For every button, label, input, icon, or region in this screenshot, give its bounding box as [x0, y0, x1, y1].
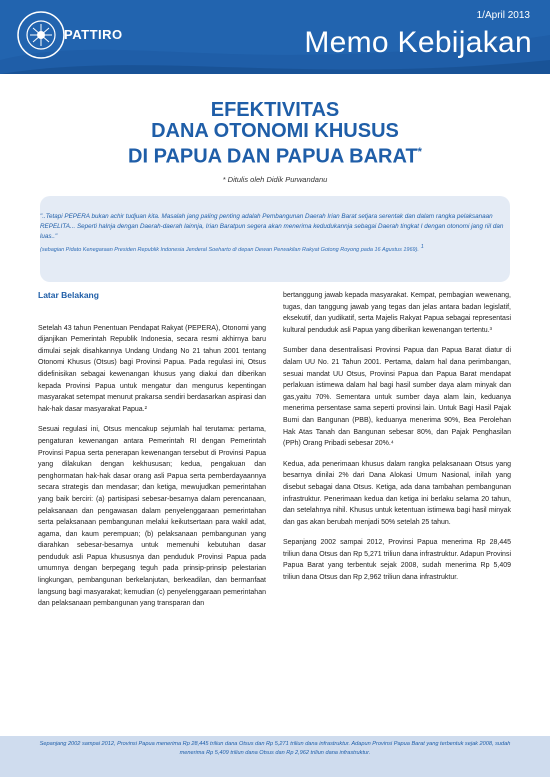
- left-paragraph-2: Sesuai regulasi ini, Otsus mencakup sejumlah hal terutama: pertama, pengaturan kewenangan antara Pemerintah RI dengan Pemerintah Provinsi Papua serta penerapan kewenangan tersebut di Provinsi Papua yang dilakukan dengan kekhususan; kedua, pengakuan dan penghormatan hak-hak dasar orang asli Papua serta pemberdayaannya secara strategis dan mendasar; dan ketiga, mewujudkan pemerintahan yang baik berciri: (a) partisipasi sebesar-besarnya dalam perencanaan, pelaksanaan dan pengawasan dalam penyelenggaraan pemerintahan serta pelaksanaan pembangunan melalui keikutsertaan para wakil adat, agama, dan kaum perempuan; (b) pelaksanaan pembangunan yang diarahkan sebesar-besarnya untuk memenuhi kebutuhan dasar penduduk asli Papua khususnya dan penduduk Provinsi Papua pada umumnya dengan berpegang teguh pada prinsip-prinsip pelestarian lingkungan, pembangunan berkelanjutan, berkeadilan, dan bermanfaat langsung bagi masyarakat; kemudian (c) penyelenggaraan pemerintahan dan pelaksanaan pembangunan yang transparan dan: [38, 426, 266, 608]
- quote-source: (sebagian Pidato Kenegaraan Presiden Republik Indonesia Jenderal Soeharto di depan Dewan Perwakilan Rakyat Gotong Royong pada 16 Agustus 1969).: [40, 247, 419, 254]
- right-paragraph-2: Sumber dana desentralisasi Provinsi Papua dan Papua Barat diatur di dalam UU No. 21 Tahun 2001. Pertama, dalam hal dana perimbangan, sesuai mandat UU Otsus, Provinsi Papua dan Papua Barat mendapat perlakuan istimewa dalam hal bagi hasil sumber daya alam minyak dan gas,yaitu 70%. Sementara untuk sumber daya alam lain, keduanya menerima persentase sama seperti provinsi lain. Untuk Bagi Hasil Pajak Bumi dan Bangunan (PBB), keduanya menerima 90%, Bea Perolehan Hak Atas Tanah dan Bangunan sebesar 80%, dan Pajak Penghasilan (PPh) Orang Pribadi sebesar 20%.⁴: [283, 347, 511, 448]
- right-paragraph-3: Kedua, ada penerimaan khusus dalam rangka pelaksanaan Otsus yang besarnya dinilai 2% dari Dana Alokasi Umum Nasional, inilah yang disebut sebagai dana Otsus. Ketiga, ada dana tambahan pembangunan infrastruktur. Penerimaan kedua dan ketiga ini berlaku selama 20 tahun, dan setelahnya nihil. Khusus untuk ketentuan istimewa bagi hasil minyak dan gas akan berubah menjadi 50% setelah 25 tahun.: [283, 460, 511, 526]
- right-column: [283, 290, 511, 593]
- quote: [40, 212, 505, 255]
- pattiro-logo: [16, 10, 166, 60]
- issue-date: 1/April 2013: [476, 10, 530, 21]
- title-line-1: EFEKTIVITAS: [210, 99, 340, 121]
- title-line-3-wrap: [0, 142, 550, 168]
- logo-name: PATTIRO: [64, 27, 123, 42]
- section-heading: Latar Belakang: [38, 290, 99, 300]
- logo-emblem-icon: [16, 10, 66, 60]
- quote-source-footnote: 1: [420, 244, 424, 250]
- title-line-2: DANA OTONOMI KHUSUS: [151, 120, 399, 142]
- right-paragraph-4: Sepanjang 2002 sampai 2012, Provinsi Papua menerima Rp 28,445 triliun dana Otsus dan Rp 5,271 triliun dana infrastruktur. Adapun Provinsi Papua Barat yang terbentuk sejak 2008, sudah menerima Rp 5,409 triliun dana Otsus dan Rp 2,962 triliun dana infrastruktur.: [283, 539, 511, 582]
- left-paragraph-1: Setelah 43 tahun Penentuan Pendapat Rakyat (PEPERA), Otonomi yang dijanjikan Pemerintah Republik Indonesia, secara resmi akhirnya baru dimulai sejak disahkannya Undang Undang No 21 tahun 2001 tentang Otonomi Khusus (Otsus) bagi Provinsi Papua. Pada regulasi ini, Otsus didefinisikan sebagai kewenangan khusus yang diakui dan diberikan kepada Provinsi Papua untuk mengatur dan mengurus kepentingan masyarakat setempat menurut prakarsa sendiri berdasarkan aspirasi dan hak-hak dasar masyarakat Papua.²: [38, 324, 266, 413]
- left-column: [38, 290, 266, 619]
- author-line: * Ditulis oleh Didik Purwandanu: [222, 175, 328, 184]
- header-banner: [0, 0, 550, 74]
- quote-text: "..Tetapi PEPERA bukan achir tudjuan kita. Masalah jang paling penting adalah Pembangunan Daerah Irian Barat setjara serentak dan dalam rangka pelaksanaan REPELITA... Seperti halnja dengan Daerah-daerah lainnja, Irian Baratpun segera akan menerima kedudukannja sebagai Daerah tingkat I dengan otonomi jang riil dan luas..": [40, 213, 504, 240]
- footer-text: Sepanjang 2002 sampai 2012, Provinsi Papua menerima Rp 28,445 triliun dana Otsus dan Rp 5,271 triliun dana infrastruktur. Adapun Provinsi Papua Barat yang terbentuk sejak 2008, sudah menerima Rp 5,409 triliun dana Otsus dan Rp 2,962 triliun dana infrastruktur.: [39, 741, 511, 756]
- title-line-3: DI PAPUA DAN PAPUA BARAT: [128, 145, 418, 168]
- document-title: [0, 100, 550, 168]
- title-footnote-mark: *: [417, 146, 422, 158]
- publication-title: Memo Kebijakan: [304, 26, 532, 59]
- right-paragraph-1: bertanggung jawab kepada masyarakat. Kempat, pembagian wewenang, tugas, dan tanggung jawab yang tegas dan jelas antara badan legislatif, eksekutif, dan yudikatif, serta Majelis Rakyat Papua sebagai representasi kultural penduduk asli Papua yang diberikan kewenangan tertentu.³: [283, 292, 511, 334]
